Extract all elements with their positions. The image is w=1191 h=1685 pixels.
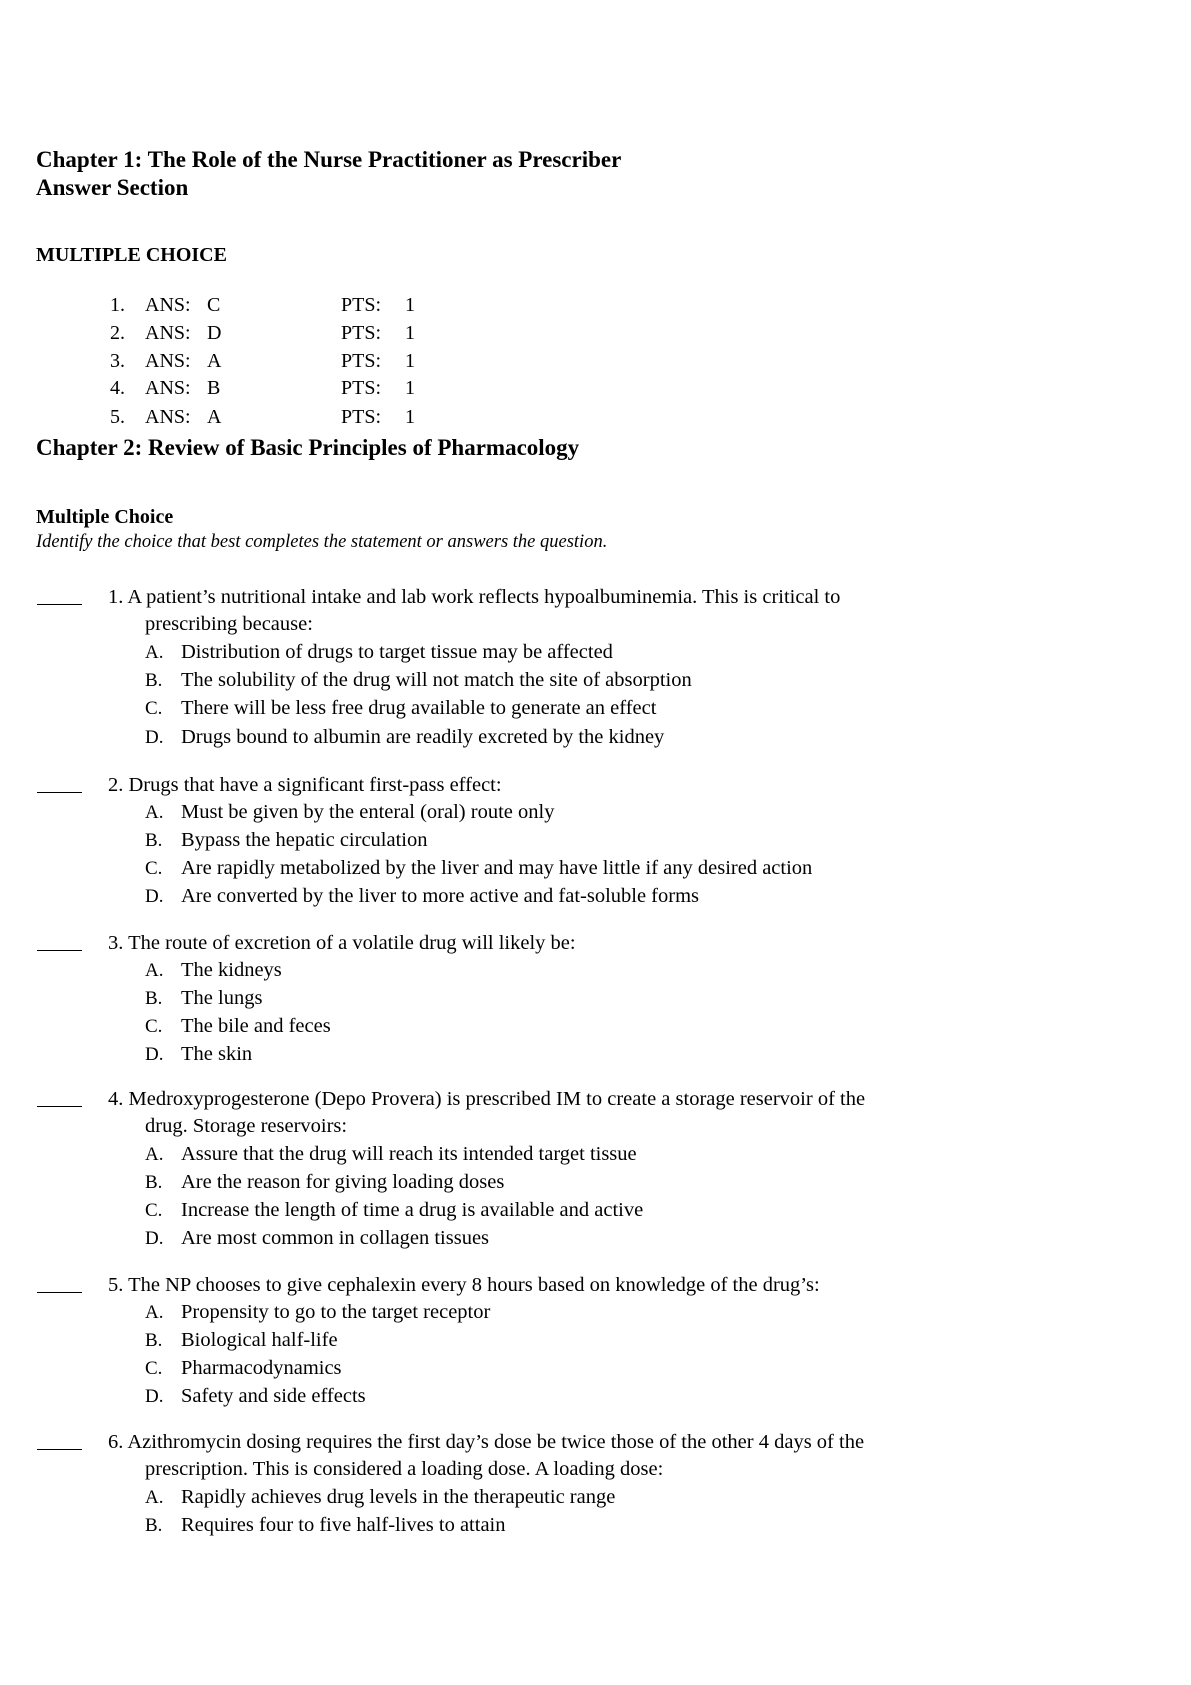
points-label: PTS:	[341, 406, 382, 428]
answer-blank[interactable]	[37, 1429, 82, 1450]
question-stem: 6. Azithromycin dosing requires the first day’s dose be twice those of the other 4 days of the	[108, 1431, 865, 1453]
answer-value: C	[207, 294, 221, 316]
option-text: Rapidly achieves drug levels in the therapeutic range	[181, 1486, 616, 1508]
answer-number: 4.	[110, 377, 125, 399]
option-text: The bile and feces	[181, 1015, 331, 1037]
multiple-choice-heading: MULTIPLE CHOICE	[36, 244, 227, 266]
answer-blank[interactable]	[37, 930, 82, 951]
option-letter: B.	[145, 830, 163, 851]
points-label: PTS:	[341, 350, 382, 372]
answer-blank[interactable]	[37, 1086, 82, 1107]
option-text: Are converted by the liver to more active and fat-soluble forms	[181, 885, 700, 907]
answer-blank[interactable]	[37, 584, 82, 605]
answer-blank[interactable]	[37, 772, 82, 793]
option-text: The skin	[181, 1043, 253, 1065]
answer-blank[interactable]	[37, 1272, 82, 1293]
option-text: Must be given by the enteral (oral) route only	[181, 801, 555, 823]
answer-number: 1.	[110, 294, 125, 316]
answer-label: ANS:	[145, 322, 191, 344]
option-text: Propensity to go to the target receptor	[181, 1301, 491, 1323]
points-value: 1	[405, 377, 415, 399]
option-text: The solubility of the drug will not match the site of absorption	[181, 669, 692, 691]
question-stem-continued: drug. Storage reservoirs:	[145, 1115, 348, 1137]
option-letter: C.	[145, 1358, 163, 1379]
option-text: The kidneys	[181, 959, 282, 981]
option-letter: A.	[145, 1144, 164, 1165]
option-letter: D.	[145, 886, 164, 907]
answer-value: D	[207, 322, 222, 344]
option-text: Are rapidly metabolized by the liver and may have little if any desired action	[181, 857, 813, 879]
option-letter: A.	[145, 1302, 164, 1323]
option-text: There will be less free drug available to generate an effect	[181, 697, 657, 719]
option-letter: C.	[145, 698, 163, 719]
option-letter: B.	[145, 1330, 163, 1351]
points-value: 1	[405, 350, 415, 372]
option-text: Are most common in collagen tissues	[181, 1227, 490, 1249]
chapter-1-title: Chapter 1: The Role of the Nurse Practitioner as Prescriber	[36, 147, 622, 172]
option-letter: A.	[145, 960, 164, 981]
answer-label: ANS:	[145, 294, 191, 316]
multiple-choice-heading-2: Multiple Choice	[36, 506, 174, 528]
answer-section-title: Answer Section	[36, 175, 189, 200]
option-text: Are the reason for giving loading doses	[181, 1171, 505, 1193]
answer-label: ANS:	[145, 406, 191, 428]
option-letter: D.	[145, 727, 164, 748]
option-letter: D.	[145, 1228, 164, 1249]
question-stem: 5. The NP chooses to give cephalexin every 8 hours based on knowledge of the drug’s:	[108, 1274, 820, 1296]
instructions: Identify the choice that best completes the statement or answers the question.	[36, 532, 608, 552]
option-letter: B.	[145, 670, 163, 691]
answer-number: 5.	[110, 406, 125, 428]
option-letter: A.	[145, 1487, 164, 1508]
option-text: Distribution of drugs to target tissue may be affected	[181, 641, 613, 663]
option-letter: A.	[145, 802, 164, 823]
question-stem-continued: prescribing because:	[145, 613, 313, 635]
option-letter: A.	[145, 642, 164, 663]
option-text: Drugs bound to albumin are readily excreted by the kidney	[181, 726, 665, 748]
question-stem: 2. Drugs that have a significant first-pass effect:	[108, 774, 502, 796]
option-letter: C.	[145, 1016, 163, 1037]
answer-number: 3.	[110, 350, 125, 372]
points-value: 1	[405, 406, 415, 428]
answer-value: A	[207, 406, 222, 428]
chapter-2-title: Chapter 2: Review of Basic Principles of Pharmacology	[36, 435, 580, 460]
question-stem: 4. Medroxyprogesterone (Depo Provera) is prescribed IM to create a storage reservoir of the	[108, 1088, 866, 1110]
option-letter: D.	[145, 1386, 164, 1407]
option-letter: C.	[145, 1200, 163, 1221]
points-value: 1	[405, 294, 415, 316]
answer-value: A	[207, 350, 222, 372]
option-text: Safety and side effects	[181, 1385, 366, 1407]
option-text: Bypass the hepatic circulation	[181, 829, 428, 851]
answer-value: B	[207, 377, 221, 399]
option-letter: C.	[145, 858, 163, 879]
question-stem: 1. A patient’s nutritional intake and lab work reflects hypoalbuminemia. This is critical to	[108, 586, 841, 608]
points-label: PTS:	[341, 294, 382, 316]
option-letter: D.	[145, 1044, 164, 1065]
option-text: Biological half-life	[181, 1329, 338, 1351]
option-letter: B.	[145, 1172, 163, 1193]
points-label: PTS:	[341, 322, 382, 344]
points-value: 1	[405, 322, 415, 344]
answer-label: ANS:	[145, 377, 191, 399]
option-text: Requires four to five half-lives to attain	[181, 1514, 506, 1536]
option-letter: B.	[145, 988, 163, 1009]
answer-number: 2.	[110, 322, 125, 344]
option-text: The lungs	[181, 987, 263, 1009]
option-text: Pharmacodynamics	[181, 1357, 342, 1379]
points-label: PTS:	[341, 377, 382, 399]
option-letter: B.	[145, 1515, 163, 1536]
answer-label: ANS:	[145, 350, 191, 372]
question-stem: 3. The route of excretion of a volatile drug will likely be:	[108, 932, 576, 954]
option-text: Increase the length of time a drug is available and active	[181, 1199, 644, 1221]
question-stem-continued: prescription. This is considered a loading dose. A loading dose:	[145, 1458, 664, 1480]
option-text: Assure that the drug will reach its intended target tissue	[181, 1143, 637, 1165]
